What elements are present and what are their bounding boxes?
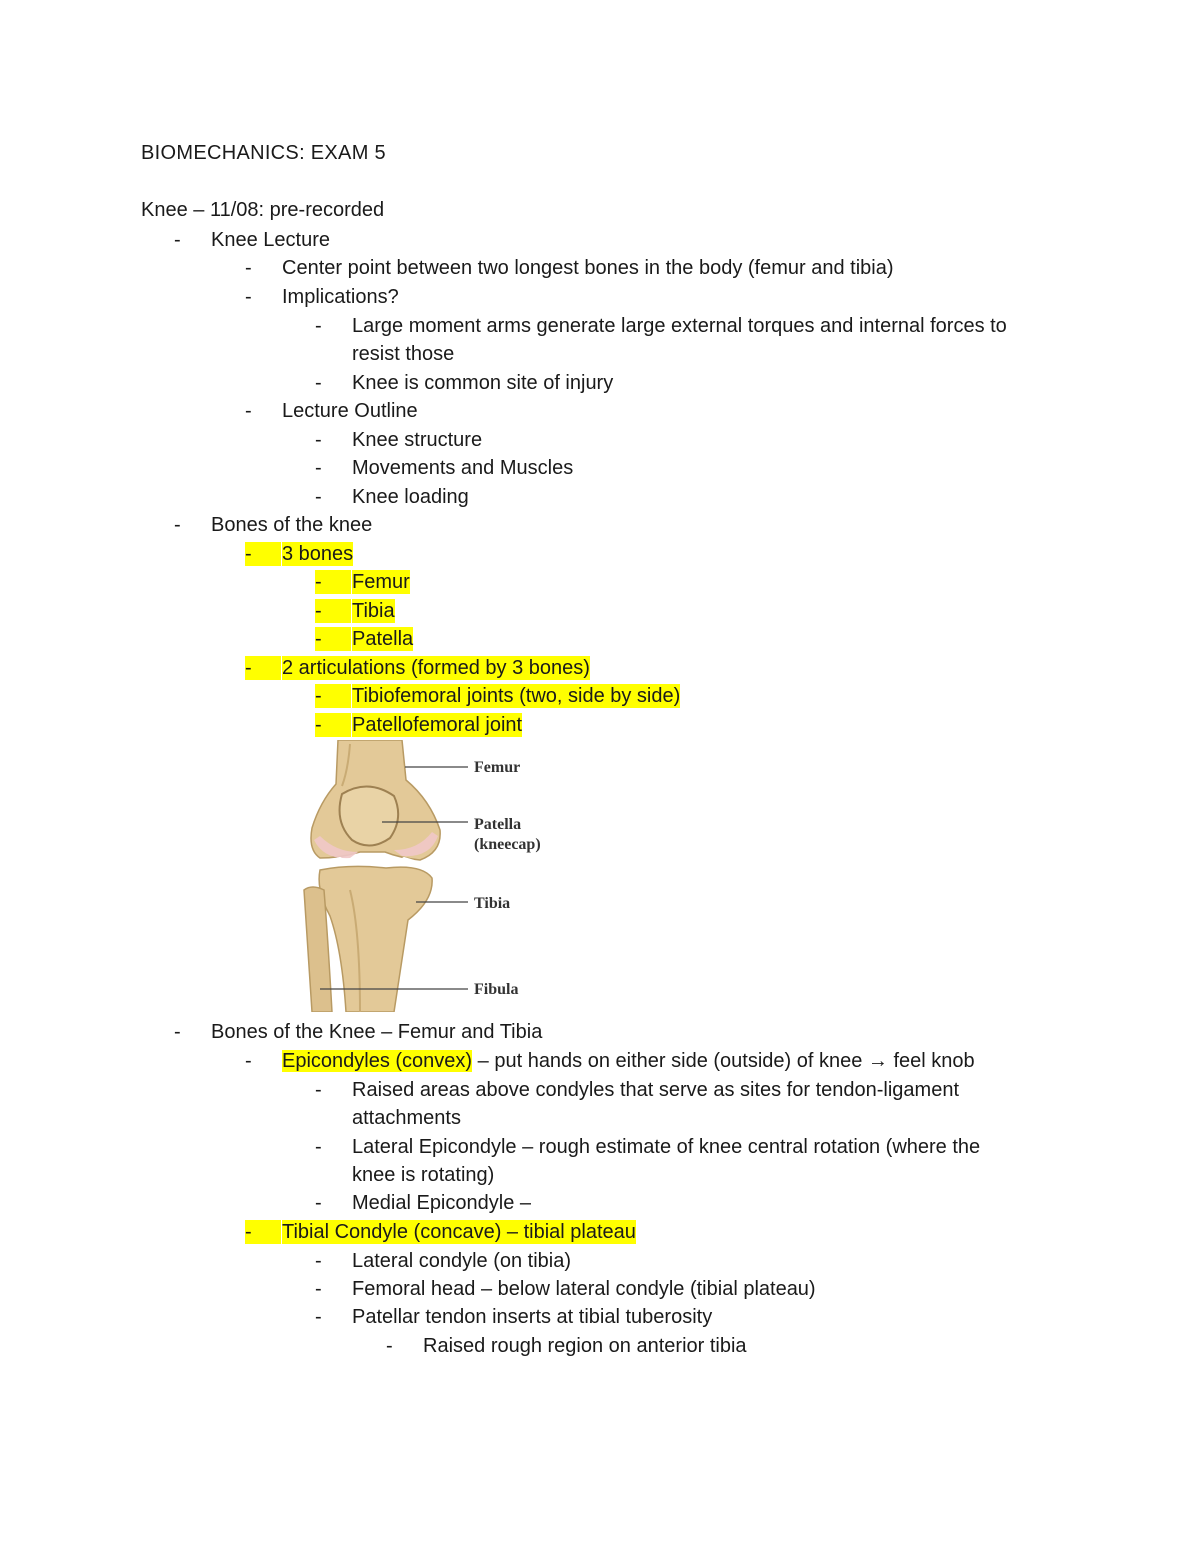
list-item-text: Knee loading [352,486,469,508]
list-item-text: resist those [352,343,455,365]
list-item-text: Bones of the Knee – Femur and Tibia [211,1021,543,1043]
figure-label-femur: Femur [474,759,521,776]
bullet-dash: - [386,1335,393,1357]
list-item-text-rest: – put hands on either side (outside) of knee → feel knob [472,1050,975,1072]
list-item-text: Raised areas above condyles that serve as sites for tendon-ligament [352,1079,960,1101]
list-item-text: Femoral head – below lateral condyle (tibial plateau) [352,1278,816,1300]
bullet-dash: - [315,315,322,337]
list-item-text: Raised rough region on anterior tibia [423,1335,747,1357]
list-item-text: Patellar tendon inserts at tibial tuberosity [352,1306,713,1328]
list-item-text: Lecture Outline [282,400,418,422]
bullet-dash: - [315,684,351,708]
bullet-dash: - [245,257,252,279]
list-item-text: knee is rotating) [352,1164,495,1186]
list-item-text: 2 articulations (formed by 3 bones) [282,657,590,679]
list-item-text: attachments [352,1107,461,1129]
bullet-dash: - [315,627,351,651]
bullet-dash: - [315,1136,322,1158]
document-title: BIOMECHANICS: EXAM 5 [141,142,386,164]
list-item-text: Patella [352,628,414,650]
bullet-dash: - [315,1278,322,1300]
list-item-text: Lateral Epicondyle – rough estimate of knee central rotation (where the [352,1136,981,1158]
patella-bone [340,786,399,845]
list-item-text: Center point between two longest bones in the body (femur and tibia) [282,257,894,279]
bullet-dash: - [245,400,252,422]
bullet-dash: - [245,656,281,680]
bullet-dash: - [315,1306,322,1328]
bullet-dash: - [315,599,351,623]
list-item-text: Knee structure [352,429,483,451]
list-item-text: Knee Lecture [211,229,330,251]
section-heading: Knee – 11/08: pre-recorded [141,199,385,221]
bullet-dash: - [315,486,322,508]
bullet-dash: - [174,514,181,536]
list-item-text: Tibia [352,600,395,622]
list-item-text: Lateral condyle (on tibia) [352,1250,572,1272]
figure-label-kneecap: (kneecap) [474,836,541,853]
list-item-text: Femur [352,571,410,593]
bullet-dash: - [245,1220,281,1244]
bullet-dash: - [315,1192,322,1214]
bullet-dash: - [315,1250,322,1272]
bullet-dash: - [315,713,351,737]
bullet-dash: - [315,429,322,451]
list-item-text: Bones of the knee [211,514,373,536]
bullet-dash: - [174,229,181,251]
bullet-dash: - [315,570,351,594]
knee-bones-illustration [290,740,580,1012]
tibia-bone [319,866,432,1012]
bullet-dash: - [245,286,252,308]
highlighted-term: Epicondyles (convex) [282,1050,473,1072]
list-item-text: Knee is common site of injury [352,372,614,394]
list-item-text: Patellofemoral joint [352,714,523,736]
bullet-dash: - [245,1050,252,1072]
bullet-dash: - [174,1021,181,1043]
bullet-dash: - [245,542,281,566]
list-item-text: Movements and Muscles [352,457,574,479]
figure-label-tibia: Tibia [474,895,511,912]
list-item-text: Tibial Condyle (concave) – tibial plateau [282,1221,636,1243]
list-item-text: Large moment arms generate large external torques and internal forces to [352,315,1007,337]
list-item-text: Implications? [282,286,399,308]
list-item-text [282,1049,975,1073]
list-item-text: Tibiofemoral joints (two, side by side) [352,685,681,707]
figure-label-fibula: Fibula [474,981,519,998]
knee-anatomy-figure [290,740,580,1012]
list-item-text: 3 bones [282,543,354,565]
bullet-dash: - [315,372,322,394]
bullet-dash: - [315,1079,322,1101]
bullet-dash: - [315,457,322,479]
list-item-text: Medial Epicondyle – [352,1192,531,1214]
figure-label-patella: Patella [474,816,522,833]
